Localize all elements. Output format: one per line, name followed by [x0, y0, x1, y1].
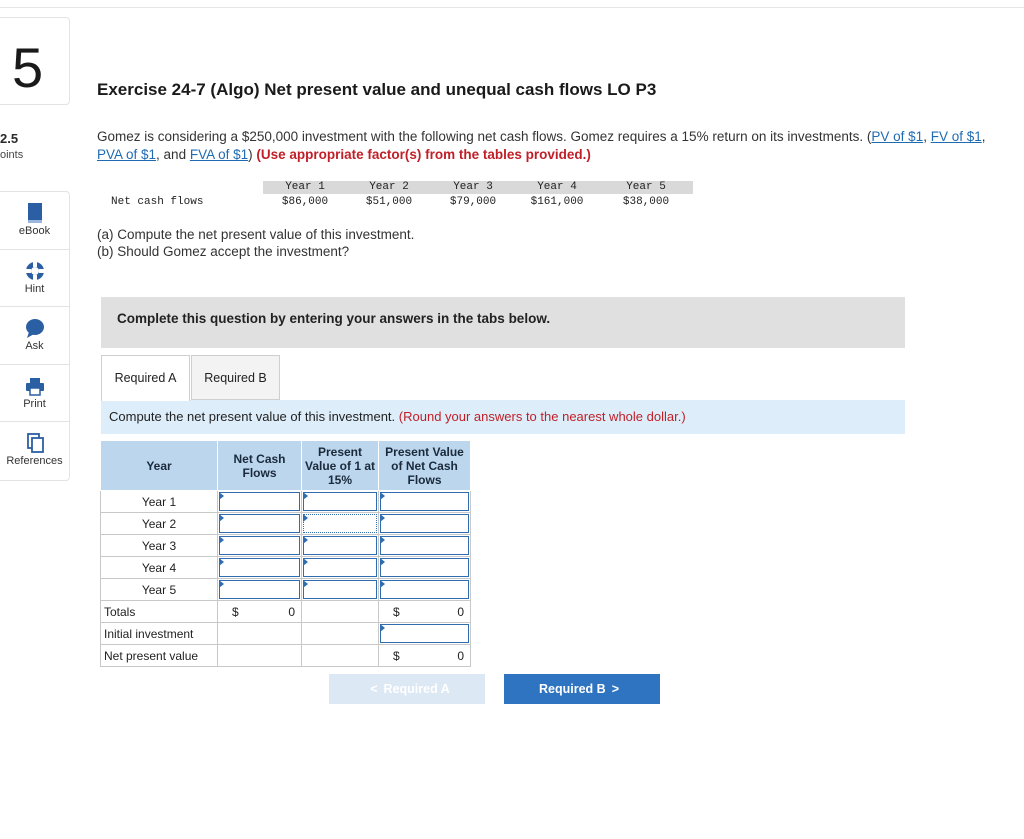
net-present-value-value: 0	[457, 649, 464, 663]
hint-button[interactable]	[0, 250, 69, 308]
year-label: Year 1	[101, 491, 218, 513]
total-pv-net-cash-flows-value: 0	[457, 605, 464, 619]
year-label: Year 2	[101, 513, 218, 535]
next-required-b-button[interactable]	[504, 674, 660, 704]
initial-investment-input[interactable]	[380, 624, 469, 643]
table-row	[101, 579, 471, 601]
instruction-banner: Complete this question by entering your answers in the tabs below.	[101, 297, 905, 348]
pv-factor-input-cell	[302, 579, 379, 601]
pv-factor-input[interactable]	[303, 536, 377, 555]
cash-flow-year-header: Year 2	[347, 181, 431, 194]
pv-net-cash-flow-input[interactable]	[380, 514, 469, 533]
pv-net-cash-flow-input-cell	[379, 491, 471, 513]
cash-flow-value: $51,000	[365, 196, 413, 208]
ebook-label: eBook	[18, 225, 51, 237]
total-net-cash-flows	[218, 601, 302, 623]
print-label: Print	[23, 397, 46, 410]
table-row	[101, 491, 471, 513]
fva-of-1-link[interactable]: FVA of $1	[189, 147, 249, 162]
net-cash-flow-input-cell	[218, 491, 302, 513]
pv-factor-input-cell	[302, 513, 379, 535]
net-cash-flow-input[interactable]	[219, 558, 300, 577]
hint-icon	[0, 260, 69, 282]
year-label: Year 4	[101, 557, 218, 579]
cash-flow-year-header: Year 3	[431, 181, 515, 194]
prompt-separator: )	[248, 147, 257, 162]
points-value: 2.5	[0, 131, 19, 146]
cash-flow-value: $161,000	[530, 196, 584, 208]
pv-factor-input-cell	[302, 491, 379, 513]
totals-label: Totals	[101, 601, 218, 623]
pva-of-1-link[interactable]: PVA of $1	[97, 147, 157, 162]
tab-required-b[interactable]: Required B	[191, 355, 280, 400]
cash-flow-value: $86,000	[281, 196, 329, 208]
cash-flow-header-row	[97, 181, 693, 194]
tools-panel	[0, 191, 70, 481]
pv-net-cash-flow-input[interactable]	[380, 580, 469, 599]
initial-blank-cell	[302, 623, 379, 645]
cash-flow-value: $79,000	[449, 196, 497, 208]
pv-factor-input[interactable]	[303, 492, 377, 511]
hint-label: Hint	[24, 282, 45, 295]
pv-net-cash-flow-input[interactable]	[380, 558, 469, 577]
pv-factor-column-header: Present Value of 1 at 15%	[302, 441, 379, 491]
cash-flow-year-header: Year 1	[263, 181, 347, 194]
cash-flow-value-row	[97, 194, 693, 211]
print-icon	[0, 375, 69, 397]
year-label: Year 3	[101, 535, 218, 557]
pv-of-1-link[interactable]: PV of $1	[871, 129, 924, 144]
table-row	[101, 513, 471, 535]
net-cash-flow-input[interactable]	[219, 580, 300, 599]
npv-answer-grid	[100, 440, 471, 667]
exercise-title: Exercise 24-7 (Algo) Net present value and unequal cash flows LO P3	[97, 80, 657, 99]
prompt-separator: ,	[923, 129, 931, 144]
net-cash-flow-input[interactable]	[219, 536, 300, 555]
ask-label: Ask	[25, 340, 44, 353]
question-number-box	[0, 17, 70, 105]
npv-blank-cell	[218, 645, 302, 667]
chevron-left-icon: <	[370, 682, 378, 696]
net-cash-flow-input-cell	[218, 513, 302, 535]
pv-factor-input[interactable]	[303, 580, 377, 599]
previous-required-a-button[interactable]	[329, 674, 485, 704]
total-net-cash-flows-value: 0	[288, 605, 295, 619]
previous-button-label: Required A	[383, 682, 450, 696]
year-column-header: Year	[101, 441, 218, 491]
npv-blank-cell	[302, 645, 379, 667]
cash-flow-year-header: Year 5	[599, 181, 693, 194]
compute-text: Compute the net present value of this investment.	[109, 409, 399, 424]
cash-flow-row-label: Net cash flows	[111, 196, 204, 208]
totals-blank-cell	[302, 601, 379, 623]
prompt-emphasis: (Use appropriate factor(s) from the tables provided.)	[256, 147, 591, 162]
year-label: Year 5	[101, 579, 218, 601]
initial-blank-cell	[218, 623, 302, 645]
net-cash-flow-input[interactable]	[219, 492, 300, 511]
ask-button[interactable]	[0, 307, 69, 365]
references-label: References	[6, 455, 63, 468]
prompt-text: Gomez is considering a $250,000 investment with the following net cash flows. Gomez requires a 15% return on its investments. (	[97, 129, 872, 144]
currency-symbol: $	[232, 605, 239, 619]
grid-header-row	[101, 441, 471, 491]
tab-required-a[interactable]: Required A	[101, 355, 190, 401]
net-present-value-label: Net present value	[101, 645, 218, 667]
question-parts	[97, 226, 414, 260]
table-row	[101, 557, 471, 579]
references-button[interactable]	[0, 422, 69, 480]
net-present-value-cell	[379, 645, 471, 667]
cash-flow-header-blank	[97, 181, 263, 194]
net-cash-flow-input-cell	[218, 579, 302, 601]
net-cash-flows-column-header: Net Cash Flows	[218, 441, 302, 491]
points-label: oints	[0, 149, 24, 161]
ask-icon	[0, 317, 69, 339]
ebook-icon	[0, 202, 69, 224]
print-button[interactable]	[0, 365, 69, 423]
prompt-separator: ,	[981, 129, 986, 144]
rounding-note: (Round your answers to the nearest whole dollar.)	[398, 409, 686, 424]
totals-row	[101, 601, 471, 623]
prompt-separator: , and	[156, 147, 190, 162]
pv-factor-input-cell	[302, 557, 379, 579]
next-button-label: Required B	[539, 682, 606, 696]
pv-net-cash-flow-input-cell	[379, 579, 471, 601]
chevron-right-icon: >	[611, 682, 619, 696]
net-cash-flow-input-cell	[218, 557, 302, 579]
cash-flow-table	[97, 181, 693, 211]
pv-net-cash-flows-column-header: Present Value of Net Cash Flows	[379, 441, 471, 491]
currency-symbol: $	[393, 605, 400, 619]
table-row	[101, 535, 471, 557]
part-b-text: (b) Should Gomez accept the investment?	[97, 244, 350, 259]
question-prompt	[97, 128, 992, 164]
question-number: 5	[12, 36, 44, 99]
total-pv-net-cash-flows	[379, 601, 471, 623]
pv-net-cash-flow-input-cell	[379, 535, 471, 557]
pv-factor-input[interactable]	[303, 558, 377, 577]
currency-symbol: $	[393, 649, 400, 663]
pv-net-cash-flow-input[interactable]	[380, 536, 469, 555]
initial-investment-label: Initial investment	[101, 623, 218, 645]
initial-investment-input-cell	[379, 623, 471, 645]
pv-net-cash-flow-input-cell	[379, 557, 471, 579]
references-icon	[0, 432, 69, 454]
pv-factor-input[interactable]	[303, 514, 377, 533]
compute-instruction	[101, 400, 905, 434]
pv-factor-input-cell	[302, 535, 379, 557]
net-cash-flow-input[interactable]	[219, 514, 300, 533]
initial-investment-row	[101, 623, 471, 645]
net-cash-flow-input-cell	[218, 535, 302, 557]
fv-of-1-link[interactable]: FV of $1	[930, 129, 982, 144]
net-present-value-row	[101, 645, 471, 667]
top-divider	[0, 7, 1024, 8]
pv-net-cash-flow-input[interactable]	[380, 492, 469, 511]
cash-flow-year-header: Year 4	[515, 181, 599, 194]
ebook-button[interactable]	[0, 192, 69, 250]
cash-flow-value: $38,000	[622, 196, 670, 208]
pv-net-cash-flow-input-cell	[379, 513, 471, 535]
part-a-text: (a) Compute the net present value of this investment.	[97, 227, 415, 242]
